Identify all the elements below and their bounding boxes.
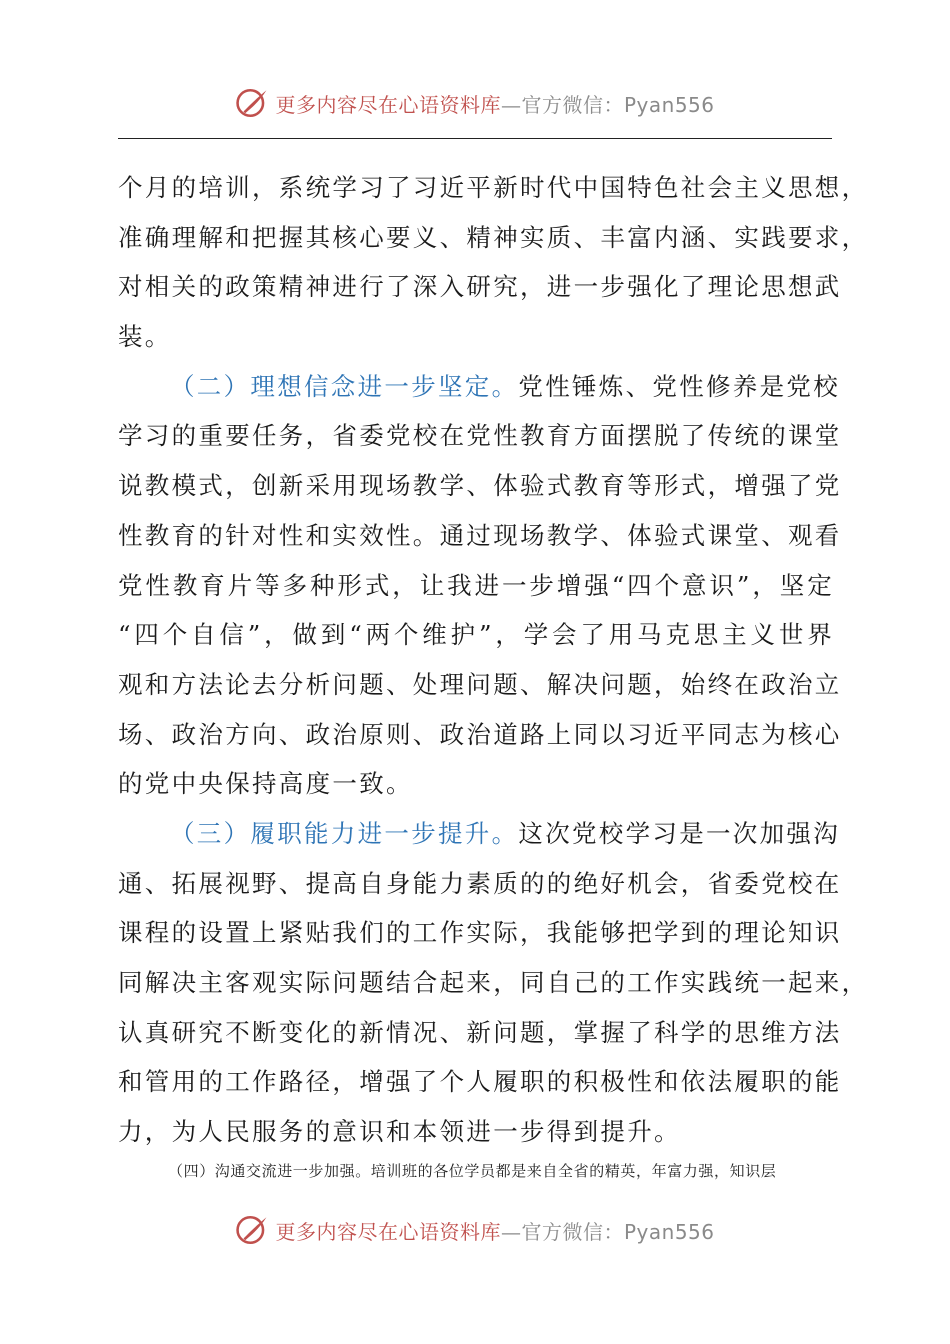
text-line: 通、拓展视野、提高自身能力素质的的绝好机会，省委党校在 bbox=[118, 868, 842, 898]
text-line: 同解决主客观实际问题结合起来，同自己的工作实践统一起来， bbox=[118, 968, 869, 997]
paragraph-2 bbox=[118, 362, 842, 809]
banner-main: 更多内容尽在心语资料库 bbox=[275, 1219, 501, 1244]
text-line: 课程的设置上紧贴我们的工作实际，我能够把学到的理论知识 bbox=[118, 918, 842, 948]
paragraph-first-rest: 党性锤炼、党性修养是党校 bbox=[518, 371, 841, 401]
text-line: 的党中央保持高度一致。 bbox=[118, 769, 413, 799]
text-line: 和管用的工作路径，增强了个人履职的积极性和依法履职的能 bbox=[118, 1067, 842, 1097]
paragraph-1 bbox=[118, 163, 869, 362]
banner-dash: — bbox=[500, 92, 522, 117]
text-line: 场、政治方向、政治原则、政治道路上同以习近平同志为核心 bbox=[118, 719, 842, 749]
text-line: 认真研究不断变化的新情况、新问题，掌握了科学的思维方法 bbox=[118, 1017, 842, 1047]
quill-logo-icon bbox=[235, 86, 269, 120]
banner-dash: — bbox=[500, 1219, 522, 1244]
text-line: 观和方法论去分析问题、处理问题、解决问题，始终在政治立 bbox=[118, 669, 842, 699]
banner-main: 更多内容尽在心语资料库 bbox=[275, 92, 501, 117]
paragraph-first-line bbox=[118, 362, 841, 412]
banner-wechat-label: 官方微信： bbox=[521, 92, 624, 117]
text-line: 个月的培训，系统学习了习近平新时代中国特色社会主义思想， bbox=[118, 173, 869, 202]
paragraph-4-small-text: （四）沟通交流进一步加强。培训班的各位学员都是来自全省的精英，年富力强，知识层 bbox=[168, 1162, 777, 1180]
text-line: 性教育的针对性和实效性。通过现场教学、体验式课堂、观看 bbox=[118, 520, 842, 550]
text-line: 对相关的政策精神进行了深入研究，进一步强化了理论思想武 bbox=[118, 272, 842, 302]
text-line: 党性教育片等多种形式，让我进一步增强“四个意识”，坚定 bbox=[118, 570, 834, 600]
header-rule bbox=[118, 138, 832, 139]
banner-text bbox=[275, 1216, 714, 1245]
paragraph-first-line bbox=[118, 809, 841, 859]
text-line: 准确理解和把握其核心要义、精神实质、丰富内涵、实践要求， bbox=[118, 222, 869, 252]
section-heading-3: （三）履职能力进一步提升。 bbox=[170, 818, 519, 848]
text-line: 力，为人民服务的意识和本领进一步得到提升。 bbox=[118, 1117, 681, 1147]
banner-wechat-id: Pyan556 bbox=[623, 92, 715, 117]
text-line: “四个自信”，做到“两个维护”，学会了用马克思主义世界 bbox=[118, 620, 834, 650]
quill-logo-icon bbox=[235, 1213, 269, 1247]
footer-banner bbox=[0, 1210, 950, 1250]
banner-wechat-id: Pyan556 bbox=[623, 1219, 715, 1244]
section-heading-2: （二）理想信念进一步坚定。 bbox=[170, 371, 519, 401]
paragraph-first-rest: 这次党校学习是一次加强沟 bbox=[518, 818, 841, 848]
banner-text bbox=[275, 89, 714, 118]
banner-wechat-label: 官方微信： bbox=[521, 1219, 624, 1244]
document-body bbox=[118, 163, 869, 1157]
header-banner bbox=[0, 83, 950, 123]
text-line: 装。 bbox=[118, 322, 172, 352]
text-line: 学习的重要任务，省委党校在党性教育方面摆脱了传统的课堂 bbox=[118, 421, 842, 451]
text-line: 说教模式，创新采用现场教学、体验式教育等形式，增强了党 bbox=[118, 471, 842, 501]
paragraph-3 bbox=[118, 809, 869, 1157]
